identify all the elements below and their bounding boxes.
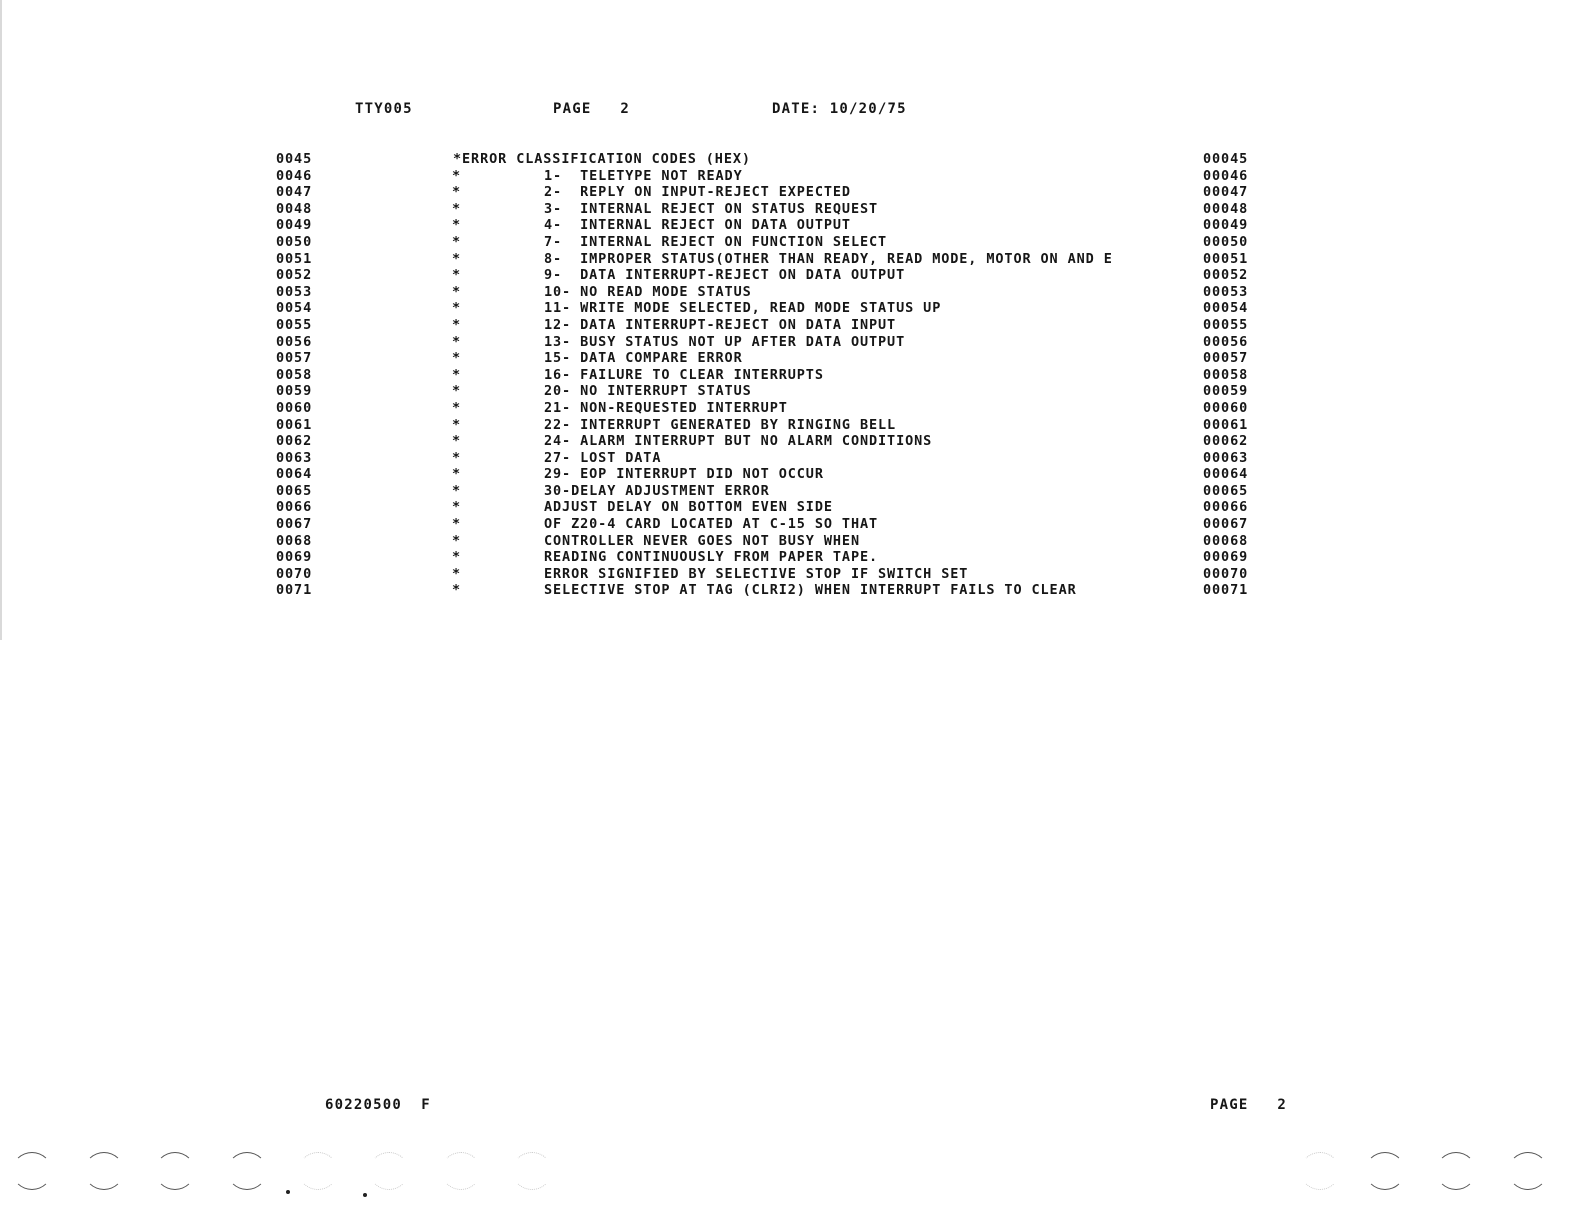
listing-line (0, 533, 1584, 550)
comment-text: 9- DATA INTERRUPT-REJECT ON DATA OUTPUT (544, 267, 906, 284)
line-reference-number: 00063 (1203, 449, 1249, 466)
line-reference-number: 00064 (1203, 466, 1249, 483)
listing-line (0, 549, 1584, 566)
comment-text: 29- EOP INTERRUPT DID NOT OCCUR (544, 466, 824, 483)
line-sequence-number: 0069 (276, 549, 313, 566)
listing-line (0, 483, 1584, 500)
line-reference-number: 00059 (1203, 383, 1249, 400)
sprocket-hole (298, 1152, 338, 1190)
sprocket-hole (369, 1152, 409, 1190)
line-sequence-number: 0047 (276, 184, 313, 201)
comment-marker: * (452, 316, 462, 333)
line-sequence-number: 0058 (276, 366, 313, 383)
line-sequence-number: 0065 (276, 482, 313, 499)
line-reference-number: 00066 (1203, 499, 1249, 516)
line-reference-number: 00069 (1203, 549, 1249, 566)
listing-date: DATE: 10/20/75 (772, 101, 907, 117)
comment-text: 21- NON-REQUESTED INTERRUPT (544, 399, 788, 416)
line-sequence-number: 0062 (276, 433, 313, 450)
comment-text: 16- FAILURE TO CLEAR INTERRUPTS (544, 366, 824, 383)
comment-text: 2- REPLY ON INPUT-REJECT EXPECTED (544, 184, 851, 201)
line-reference-number: 00070 (1203, 565, 1249, 582)
comment-text: 13- BUSY STATUS NOT UP AFTER DATA OUTPUT (544, 333, 906, 350)
comment-text: *ERROR CLASSIFICATION CODES (HEX) (453, 151, 751, 167)
comment-text: 24- ALARM INTERRUPT BUT NO ALARM CONDITIONS (544, 433, 933, 450)
comment-text: OF Z20-4 CARD LOCATED AT C-15 SO THAT (544, 516, 879, 533)
listing-line (0, 499, 1584, 516)
line-sequence-number: 0063 (276, 449, 313, 466)
sprocket-hole (1436, 1152, 1476, 1190)
listing-line (0, 168, 1584, 185)
comment-marker: * (452, 466, 462, 483)
listing-line (0, 450, 1584, 467)
comment-text: ERROR SIGNIFIED BY SELECTIVE STOP IF SWITCH SET (544, 565, 969, 582)
comment-text: 20- NO INTERRUPT STATUS (544, 383, 752, 400)
sprocket-hole (84, 1152, 124, 1190)
line-sequence-number: 0064 (276, 466, 313, 483)
comment-marker: * (452, 582, 462, 599)
header-page-number: PAGE 2 (553, 101, 631, 117)
line-reference-number: 00055 (1203, 316, 1249, 333)
line-sequence-number: 0053 (276, 283, 313, 300)
source-listing (0, 151, 1584, 599)
line-sequence-number: 0068 (276, 532, 313, 549)
line-sequence-number: 0066 (276, 499, 313, 516)
line-reference-number: 00062 (1203, 433, 1249, 450)
comment-text: 27- LOST DATA (544, 449, 662, 466)
line-sequence-number: 0052 (276, 267, 313, 284)
comment-marker: * (452, 233, 462, 250)
comment-marker: * (452, 383, 462, 400)
comment-text: 12- DATA INTERRUPT-REJECT ON DATA INPUT (544, 316, 897, 333)
comment-marker: * (452, 200, 462, 217)
line-sequence-number: 0048 (276, 200, 313, 217)
line-reference-number: 00061 (1203, 416, 1249, 433)
listing-line (0, 184, 1584, 201)
comment-marker: * (452, 300, 462, 317)
comment-text: 3- INTERNAL REJECT ON STATUS REQUEST (544, 200, 879, 217)
line-sequence-number: 0057 (276, 350, 313, 367)
sprocket-hole (441, 1152, 481, 1190)
line-sequence-number: 0060 (276, 399, 313, 416)
comment-marker: * (452, 366, 462, 383)
sprocket-hole (512, 1152, 552, 1190)
listing-line (0, 417, 1584, 434)
line-reference-number: 00058 (1203, 366, 1249, 383)
listing-line (0, 350, 1584, 367)
listing-line (0, 284, 1584, 301)
line-reference-number: 00046 (1203, 167, 1249, 184)
comment-text: 30-DELAY ADJUSTMENT ERROR (544, 482, 770, 499)
comment-text: 22- INTERRUPT GENERATED BY RINGING BELL (544, 416, 897, 433)
listing-line (0, 516, 1584, 533)
ink-speck (363, 1193, 367, 1197)
sprocket-hole (155, 1152, 195, 1190)
line-reference-number: 00068 (1203, 532, 1249, 549)
line-sequence-number: 0059 (276, 383, 313, 400)
line-sequence-number: 0056 (276, 333, 313, 350)
listing-line (0, 433, 1584, 450)
sprocket-hole (12, 1152, 52, 1190)
comment-text: 10- NO READ MODE STATUS (544, 283, 752, 300)
listing-line (0, 201, 1584, 218)
line-reference-number: 00057 (1203, 350, 1249, 367)
listing-line (0, 383, 1584, 400)
sprocket-hole (1508, 1152, 1548, 1190)
line-reference-number: 00067 (1203, 516, 1249, 533)
comment-text: SELECTIVE STOP AT TAG (CLRI2) WHEN INTERRUPT FAILS TO CLEAR (544, 582, 1077, 599)
listing-line (0, 582, 1584, 599)
line-reference-number: 00045 (1203, 151, 1249, 167)
line-sequence-number: 0046 (276, 167, 313, 184)
listing-line (0, 267, 1584, 284)
comment-marker: * (452, 416, 462, 433)
comment-marker: * (452, 433, 462, 450)
line-sequence-number: 0061 (276, 416, 313, 433)
line-sequence-number: 0045 (276, 151, 313, 167)
comment-marker: * (452, 499, 462, 516)
comment-marker: * (452, 267, 462, 284)
listing-line (0, 566, 1584, 583)
line-sequence-number: 0070 (276, 565, 313, 582)
comment-marker: * (452, 184, 462, 201)
ink-speck (286, 1190, 290, 1194)
line-reference-number: 00047 (1203, 184, 1249, 201)
comment-text: 8- IMPROPER STATUS(OTHER THAN READY, READ MODE, MOTOR ON AND E (544, 250, 1113, 267)
line-reference-number: 00051 (1203, 250, 1249, 267)
line-sequence-number: 0067 (276, 516, 313, 533)
comment-marker: * (452, 565, 462, 582)
comment-marker: * (452, 516, 462, 533)
footer-page-number: PAGE 2 (1210, 1097, 1288, 1113)
comment-text: 7- INTERNAL REJECT ON FUNCTION SELECT (544, 233, 888, 250)
comment-marker: * (452, 449, 462, 466)
sprocket-hole (1365, 1152, 1405, 1190)
line-reference-number: 00056 (1203, 333, 1249, 350)
listing-line (0, 400, 1584, 417)
comment-marker: * (452, 250, 462, 267)
comment-marker: * (452, 283, 462, 300)
line-sequence-number: 0050 (276, 233, 313, 250)
comment-text: ADJUST DELAY ON BOTTOM EVEN SIDE (544, 499, 833, 516)
sprocket-hole (1300, 1152, 1340, 1190)
sprocket-holes (0, 1148, 1584, 1198)
line-reference-number: 00065 (1203, 482, 1249, 499)
line-sequence-number: 0049 (276, 217, 313, 234)
line-sequence-number: 0071 (276, 582, 313, 599)
comment-text: 11- WRITE MODE SELECTED, READ MODE STATUS UP (544, 300, 942, 317)
comment-text: 15- DATA COMPARE ERROR (544, 350, 743, 367)
listing-line (0, 466, 1584, 483)
line-reference-number: 00049 (1203, 217, 1249, 234)
comment-marker: * (452, 217, 462, 234)
listing-line (0, 300, 1584, 317)
comment-text: READING CONTINUOUSLY FROM PAPER TAPE. (544, 549, 879, 566)
listing-line (0, 217, 1584, 234)
line-sequence-number: 0051 (276, 250, 313, 267)
comment-marker: * (452, 399, 462, 416)
comment-text: CONTROLLER NEVER GOES NOT BUSY WHEN (544, 532, 860, 549)
line-reference-number: 00050 (1203, 233, 1249, 250)
line-sequence-number: 0054 (276, 300, 313, 317)
comment-text: 4- INTERNAL REJECT ON DATA OUTPUT (544, 217, 851, 234)
comment-marker: * (452, 482, 462, 499)
listing-line (0, 317, 1584, 334)
listing-line (0, 367, 1584, 384)
comment-marker: * (452, 549, 462, 566)
document-number: 60220500 F (325, 1097, 431, 1113)
line-sequence-number: 0055 (276, 316, 313, 333)
listing-line (0, 151, 1584, 168)
line-reference-number: 00071 (1203, 582, 1249, 599)
line-reference-number: 00054 (1203, 300, 1249, 317)
comment-marker: * (452, 532, 462, 549)
line-reference-number: 00052 (1203, 267, 1249, 284)
line-reference-number: 00053 (1203, 283, 1249, 300)
program-name: TTY005 (355, 101, 413, 117)
listing-line (0, 234, 1584, 251)
line-reference-number: 00060 (1203, 399, 1249, 416)
line-reference-number: 00048 (1203, 200, 1249, 217)
listing-line (0, 334, 1584, 351)
sprocket-hole (227, 1152, 267, 1190)
comment-marker: * (452, 333, 462, 350)
comment-marker: * (452, 350, 462, 367)
comment-text: 1- TELETYPE NOT READY (544, 167, 743, 184)
comment-marker: * (452, 167, 462, 184)
listing-line (0, 251, 1584, 268)
